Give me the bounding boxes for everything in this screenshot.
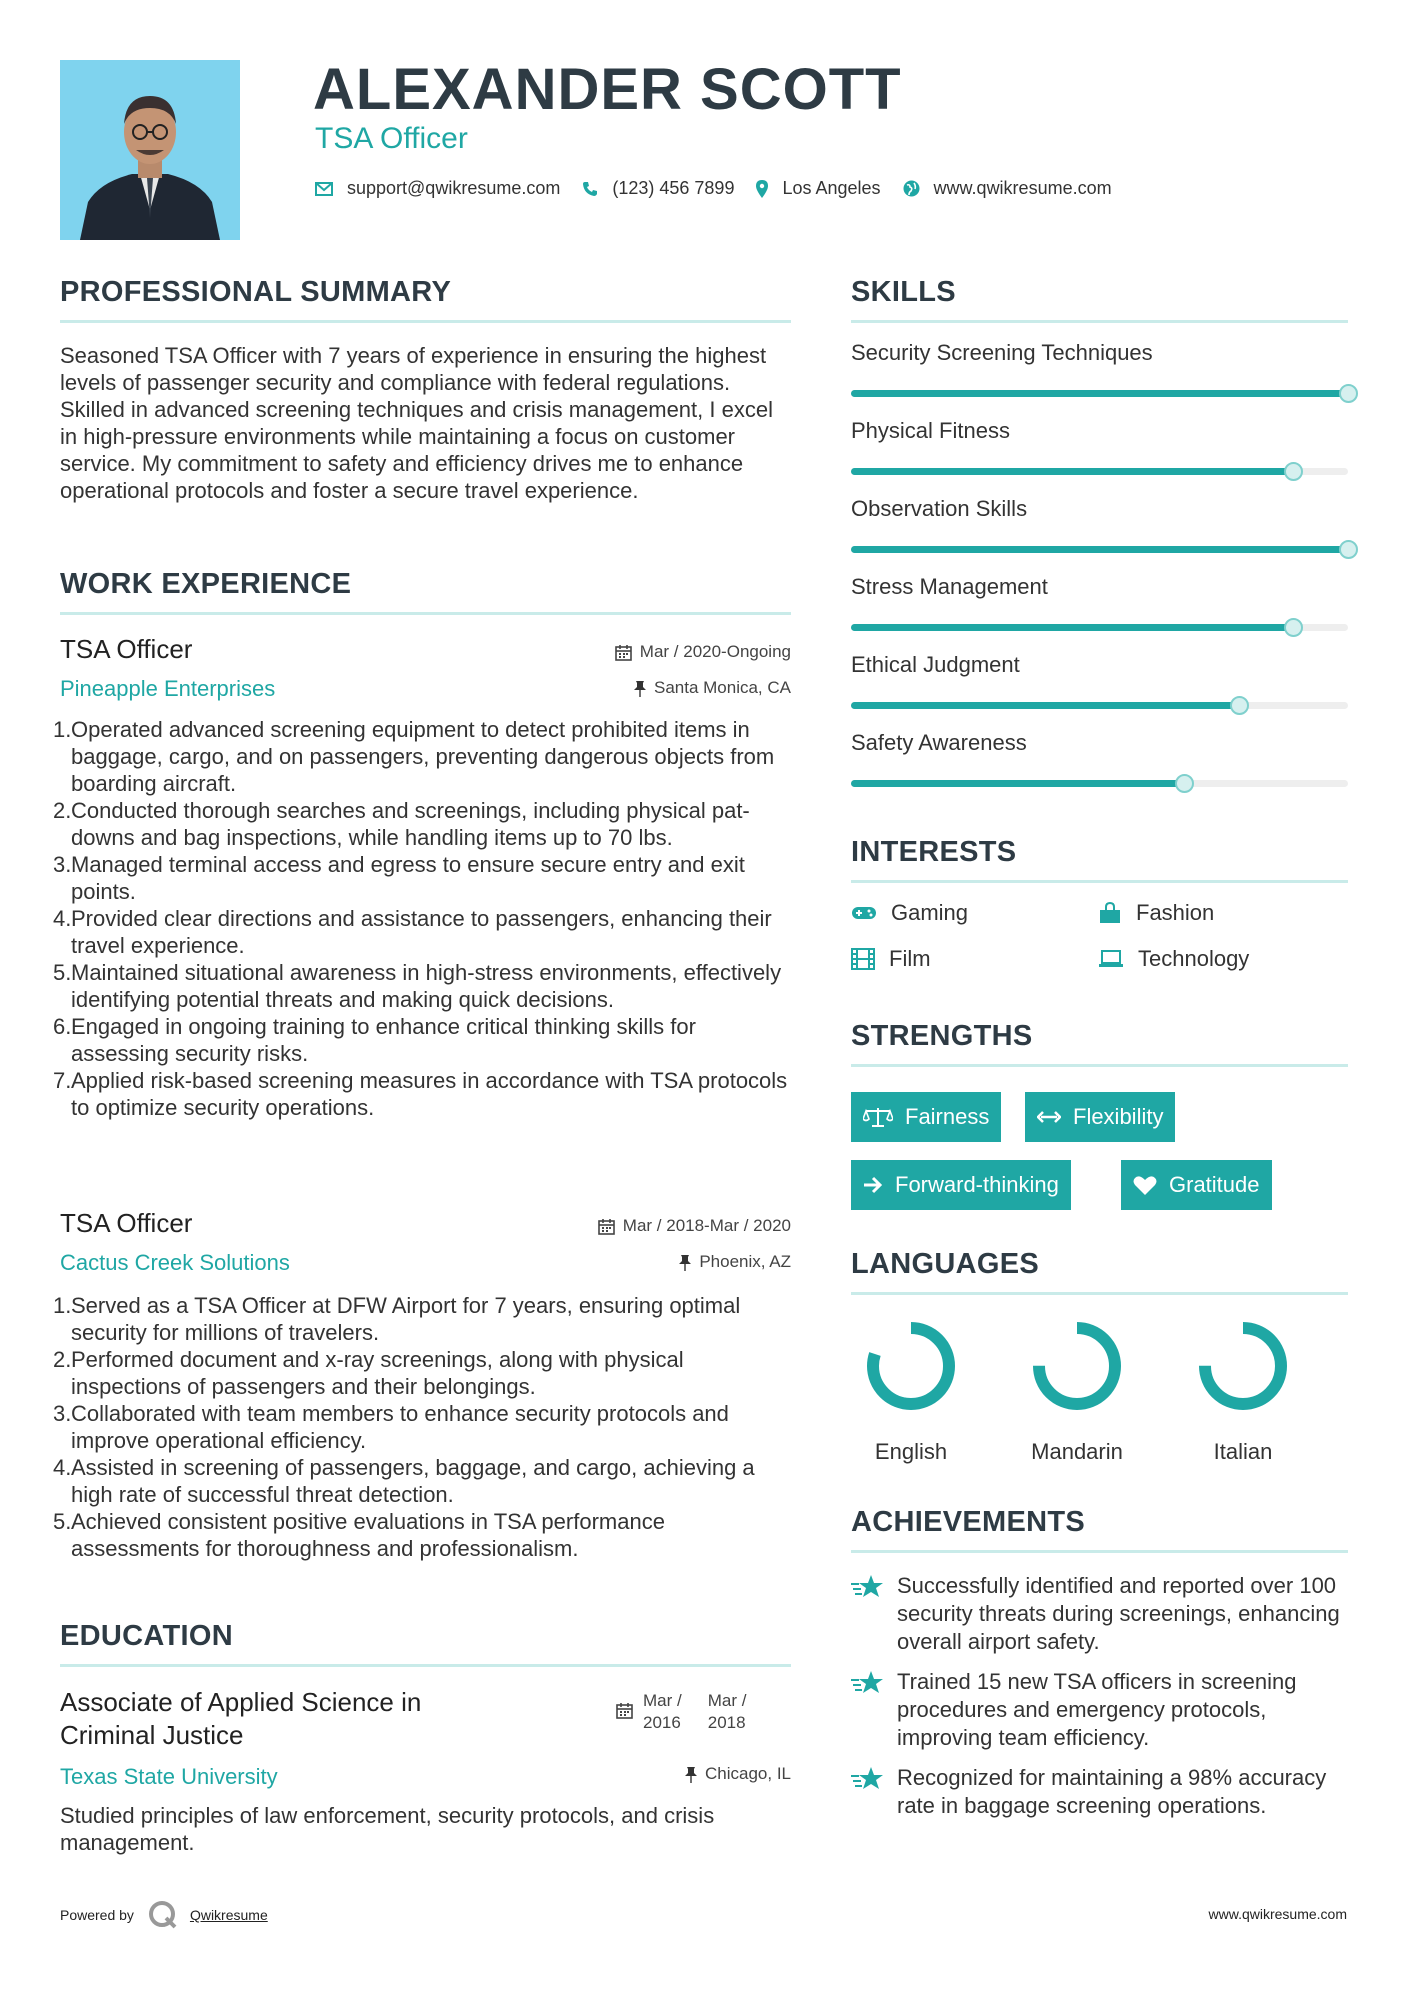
job-role: TSA Officer <box>60 1208 193 1238</box>
skill-name: Safety Awareness <box>851 730 1027 755</box>
interest-label: Film <box>889 946 931 971</box>
section-divider <box>60 612 791 615</box>
achievement-item <box>851 1668 1348 1752</box>
education-dates <box>616 1690 746 1734</box>
education-start: Mar / 2016 <box>643 1691 682 1732</box>
section-divider <box>60 320 791 323</box>
strengths-heading: STRENGTHS <box>851 1020 1033 1052</box>
languages-list <box>841 1316 1361 1466</box>
skill-name: Stress Management <box>851 574 1048 599</box>
film-icon <box>851 948 875 970</box>
map-pin-icon <box>756 180 768 198</box>
star-speed-icon <box>851 1574 885 1600</box>
skill-fill <box>851 702 1239 709</box>
list-item: 5. Achieved consistent positive evaluations in TSA performance assessments for thoroughness and professionalism. <box>53 1509 665 1561</box>
job-location <box>480 678 791 698</box>
star-speed-icon <box>851 1766 885 1792</box>
list-item: 4. Provided clear directions and assistance to passengers, enhancing their travel experience. <box>53 906 772 958</box>
language-ring <box>1173 1316 1313 1416</box>
strength-tag <box>851 1092 1001 1142</box>
job-company: Cactus Creek Solutions <box>60 1250 290 1275</box>
job-dates-text: Mar / 2018-Mar / 2020 <box>622 1216 791 1235</box>
degree-line: Associate of Applied Science in <box>60 1687 422 1717</box>
skill-row <box>851 574 1348 652</box>
skill-fill <box>851 624 1293 631</box>
skill-knob <box>1175 774 1194 793</box>
degree-title <box>60 1686 421 1752</box>
languages-heading: LANGUAGES <box>851 1248 1039 1280</box>
profile-photo <box>60 60 240 240</box>
section-divider <box>851 880 1348 883</box>
section-divider <box>851 1550 1348 1553</box>
interest-item <box>1098 946 1249 972</box>
language-ring <box>1007 1316 1147 1416</box>
calendar-icon <box>616 1702 633 1719</box>
achievement-text: Successfully identified and reported over 100 security threats during screenings, enhancing overall airport safety. <box>897 1573 1340 1654</box>
interest-label: Fashion <box>1136 900 1215 925</box>
gamepad-icon <box>851 905 877 921</box>
job-dates <box>480 642 791 662</box>
job-location-text: Santa Monica, CA <box>653 678 791 697</box>
job-role: TSA Officer <box>60 634 193 664</box>
laptop-icon <box>1098 949 1124 969</box>
job-dates <box>480 1216 791 1236</box>
skill-row <box>851 652 1348 730</box>
list-item: 6. Engaged in ongoing training to enhance critical thinking skills for assessing security risks. <box>53 1014 696 1066</box>
skill-row <box>851 418 1348 496</box>
interest-item <box>1098 900 1214 926</box>
section-divider <box>851 320 1348 323</box>
skill-knob <box>1284 618 1303 637</box>
skill-track <box>851 702 1348 709</box>
job-company: Pineapple Enterprises <box>60 676 276 701</box>
envelope-icon <box>315 182 333 196</box>
list-item: 7. Applied risk-based screening measures in accordance with TSA protocols to optimize security operations. <box>53 1068 788 1120</box>
list-item: 3. Managed terminal access and egress to ensure secure entry and exit points. <box>53 852 745 904</box>
contact-phone[interactable] <box>582 178 734 199</box>
skill-name: Observation Skills <box>851 496 1028 521</box>
skill-fill <box>851 546 1348 553</box>
email-text: support@qwikresume.com <box>347 178 561 198</box>
list-item: 1. Served as a TSA Officer at DFW Airport for 7 years, ensuring optimal security for millions of travelers. <box>53 1293 741 1345</box>
skill-row <box>851 730 1348 808</box>
strength-label: Fairness <box>905 1104 990 1129</box>
powered-by <box>60 1900 268 1930</box>
skills-list <box>851 340 1348 808</box>
skill-knob <box>1230 696 1249 715</box>
skill-knob <box>1339 384 1358 403</box>
skill-name: Physical Fitness <box>851 418 1010 443</box>
thumbtack-icon <box>634 680 646 697</box>
calendar-icon <box>598 1218 615 1235</box>
skill-row <box>851 496 1348 574</box>
thumbtack-icon <box>679 1254 691 1271</box>
achievement-item <box>851 1764 1348 1820</box>
qwikresume-logo-icon <box>148 1900 178 1930</box>
school-name: Texas State University <box>60 1764 278 1789</box>
education-location <box>480 1764 791 1784</box>
phone-text: (123) 456 7899 <box>612 178 735 198</box>
degree-line: Criminal Justice <box>60 1720 244 1750</box>
job-bullets <box>53 716 793 1121</box>
achievements-heading: ACHIEVEMENTS <box>851 1506 1086 1538</box>
contact-location <box>756 178 880 199</box>
section-divider <box>851 1064 1348 1067</box>
summary-heading: PROFESSIONAL SUMMARY <box>60 276 452 308</box>
list-item: 4. Assisted in screening of passengers, baggage, and cargo, achieving a high rate of successful threat detection. <box>53 1455 755 1507</box>
language-item <box>1173 1316 1313 1465</box>
job-location <box>480 1252 791 1272</box>
skill-fill <box>851 780 1184 787</box>
strength-tag <box>851 1160 1071 1210</box>
strength-label: Gratitude <box>1169 1172 1260 1197</box>
location-text: Los Angeles <box>782 178 881 198</box>
skill-track <box>851 780 1348 787</box>
section-divider <box>60 1664 791 1667</box>
website-text: www.qwikresume.com <box>933 178 1112 198</box>
interest-label: Gaming <box>891 900 969 925</box>
job-dates-text: Mar / 2020-Ongoing <box>639 642 791 661</box>
list-item: 3. Collaborated with team members to enhance security protocols and improve operational efficiency. <box>53 1401 729 1453</box>
contact-bar <box>315 178 1134 199</box>
skill-track <box>851 624 1348 631</box>
achievement-text: Trained 15 new TSA officers in screening procedures and emergency protocols, improving team efficiency. <box>897 1669 1297 1750</box>
skill-fill <box>851 390 1348 397</box>
star-speed-icon <box>851 1670 885 1696</box>
footer-url[interactable]: www.qwikresume.com <box>1208 1906 1347 1922</box>
skill-track <box>851 390 1348 397</box>
strength-label: Forward-thinking <box>895 1172 1059 1197</box>
strength-tag <box>1121 1160 1272 1210</box>
strength-label: Flexibility <box>1073 1104 1164 1129</box>
phone-icon <box>582 181 598 197</box>
list-item: 1. Operated advanced screening equipment to detect prohibited items in baggage, cargo, and on passengers, preventing dangerous objects from boarding aircraft. <box>53 717 775 796</box>
language-item <box>1007 1316 1147 1465</box>
skill-fill <box>851 468 1293 475</box>
skill-knob <box>1339 540 1358 559</box>
candidate-name: ALEXANDER SCOTT <box>313 57 902 122</box>
arrows-horizontal-icon <box>1037 1110 1061 1124</box>
brand-link[interactable]: Qwikresume <box>189 1907 268 1923</box>
candidate-title: TSA Officer <box>315 122 468 155</box>
skill-knob <box>1284 462 1303 481</box>
achievement-text: Recognized for maintaining a 98% accuracy rate in baggage screening operations. <box>897 1765 1327 1818</box>
arrow-right-icon <box>863 1176 883 1194</box>
contact-website[interactable] <box>903 178 1112 199</box>
language-item <box>841 1316 981 1465</box>
interest-item <box>851 946 931 972</box>
skill-row <box>851 340 1348 418</box>
education-description: Studied principles of law enforcement, security protocols, and crisis management. <box>60 1803 715 1855</box>
list-item: 5. Maintained situational awareness in high-stress environments, effectively identifying potential threats and making quick decisions. <box>53 960 782 1012</box>
contact-email[interactable] <box>315 178 560 199</box>
achievement-item <box>851 1572 1348 1656</box>
list-item: 2. Conducted thorough searches and screenings, including physical pat-downs and bag inspections, while handling items up to 70 lbs. <box>53 798 750 850</box>
summary-text: Seasoned TSA Officer with 7 years of experience in ensuring the highest levels of passenger security and compliance with federal regulations. Skilled in advanced screening techniques and crisis management, I excel in high-pressure environments while maintaining a focus on customer service. My commitment to safety and efficiency drives me to enhance operational protocols and foster a secure travel experience. <box>60 343 773 503</box>
list-item: 2. Performed document and x-ray screenings, along with physical inspections of passengers and their belongings. <box>53 1347 684 1399</box>
heart-icon <box>1133 1175 1157 1196</box>
education-end: Mar / 2018 <box>707 1691 747 1732</box>
calendar-icon <box>615 644 632 661</box>
interest-label: Technology <box>1138 946 1250 971</box>
job-location-text: Phoenix, AZ <box>699 1252 791 1271</box>
education-heading: EDUCATION <box>60 1620 233 1652</box>
language-name: English <box>874 1439 948 1464</box>
language-ring <box>841 1316 981 1416</box>
language-name: Mandarin <box>1031 1439 1123 1464</box>
globe-icon <box>903 180 920 197</box>
shopping-bag-icon <box>1098 902 1122 924</box>
balance-scale-icon <box>863 1106 893 1128</box>
skill-name: Ethical Judgment <box>851 652 1020 677</box>
achievements-list <box>851 1572 1348 1820</box>
thumbtack-icon <box>685 1766 697 1783</box>
interests-heading: INTERESTS <box>851 836 1017 868</box>
interest-item <box>851 900 968 926</box>
language-name: Italian <box>1213 1439 1273 1464</box>
education-location-text: Chicago, IL <box>705 1764 791 1783</box>
strength-tag <box>1025 1092 1175 1142</box>
skills-heading: SKILLS <box>851 276 956 308</box>
skill-track <box>851 468 1348 475</box>
job-bullets <box>53 1292 793 1562</box>
experience-heading: WORK EXPERIENCE <box>60 568 352 600</box>
skill-track <box>851 546 1348 553</box>
skill-name: Security Screening Techniques <box>851 340 1153 365</box>
powered-by-text: Powered by <box>60 1907 134 1923</box>
section-divider <box>851 1292 1348 1295</box>
